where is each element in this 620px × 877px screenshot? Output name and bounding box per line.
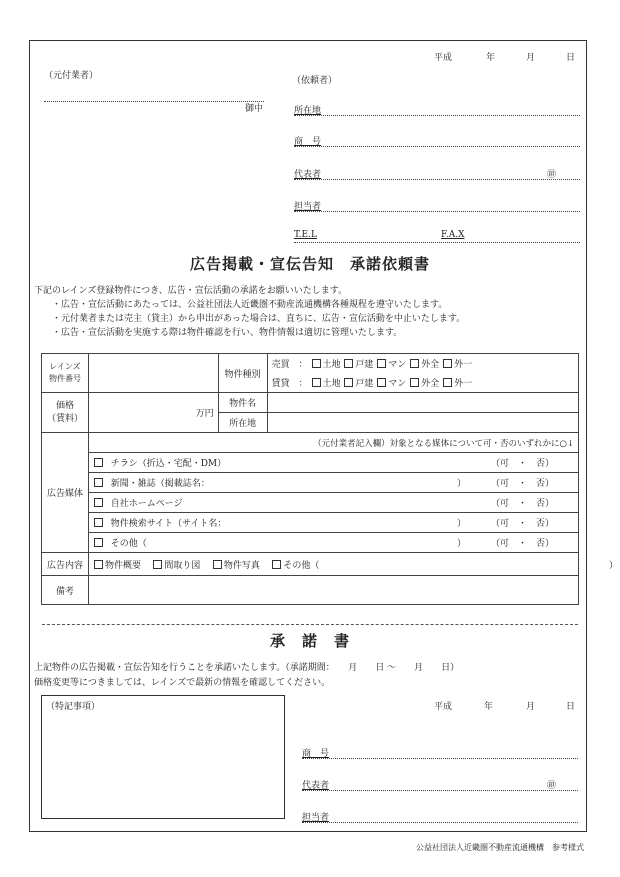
- remarks-label: 備考: [42, 576, 89, 605]
- checkbox-sale-single[interactable]: [443, 359, 452, 368]
- form-title: 広告掲載・宣伝告知 承諾依頼書: [189, 255, 430, 273]
- fax-label: F.A.X: [441, 230, 465, 240]
- media-item: チラシ（折込・宅配・DM） （可 ・ 否）: [88, 453, 578, 473]
- checkbox-content-photo[interactable]: [213, 560, 222, 569]
- approval-line-2: 価格変更等につきましては、レインズで最新の情報を確認してください。: [34, 678, 331, 688]
- checkbox-rent-land[interactable]: [312, 378, 321, 387]
- approval-date-year: 年: [484, 702, 494, 712]
- requester-address-field[interactable]: [294, 115, 580, 116]
- checkbox-media-homepage[interactable]: [94, 498, 103, 507]
- property-name-label: 物件名: [218, 393, 267, 413]
- checkbox-content-floorplan[interactable]: [153, 560, 162, 569]
- location-field[interactable]: [267, 413, 578, 433]
- approval-date-era: 平成: [434, 702, 453, 712]
- requester-trade-name-field[interactable]: [294, 146, 580, 147]
- intro-bullet-3: ・広告・宣伝活動を実施する際は物件確認を行い、物件情報は適切に管理いたします。: [52, 328, 403, 338]
- checkbox-media-other[interactable]: [94, 538, 103, 547]
- media-item: 新聞・雑誌（掲載誌名： ） （可 ・ 否）: [88, 473, 578, 493]
- requester-trade-name-label: 商 号: [294, 137, 322, 147]
- date-day: 日: [566, 53, 576, 63]
- price-label: 価格 （賃料）: [42, 393, 89, 433]
- tel-label: T.E.L: [294, 230, 317, 240]
- intro-bullet-1: ・広告・宣伝活動にあたっては、公益社団法人近畿圏不動産流通機構各種規程を遵守いたします。: [52, 300, 448, 310]
- footer-note: 公益社団法人近畿圏不動産流通機構 参考様式: [416, 843, 584, 852]
- checkbox-sale-whole[interactable]: [410, 359, 419, 368]
- approval-person-label: 担当者: [302, 813, 330, 823]
- requester-representative-field[interactable]: [294, 179, 580, 180]
- checkbox-rent-whole[interactable]: [410, 378, 419, 387]
- requester-representative-label: 代表者: [294, 170, 322, 180]
- media-yes-no[interactable]: （可 ・ 否）: [490, 499, 554, 509]
- media-yes-no[interactable]: （可 ・ 否）: [490, 459, 554, 469]
- checkbox-content-other[interactable]: [272, 560, 281, 569]
- media-yes-no[interactable]: （可 ・ 否）: [490, 479, 554, 489]
- approval-representative-label: 代表者: [302, 781, 330, 791]
- intro-line: 下記のレインズ登録物件につき、広告・宣伝活動の承諾をお願いいたします。: [34, 286, 348, 296]
- date-era: 平成: [434, 53, 453, 63]
- checkbox-sale-house[interactable]: [344, 359, 353, 368]
- reins-label: レインズ 物件番号: [42, 354, 89, 393]
- property-type-label: 物件種別: [218, 354, 267, 393]
- approval-trade-name-label: 商 号: [302, 749, 330, 759]
- property-table: [41, 353, 618, 605]
- media-item: 物件検索サイト（サイト名： ） （可 ・ 否）: [88, 513, 578, 533]
- seal-mark: ㊞: [547, 170, 557, 180]
- approval-seal-mark: ㊞: [547, 781, 557, 791]
- approval-trade-name-field[interactable]: [302, 758, 578, 759]
- approval-representative-field[interactable]: [302, 790, 578, 791]
- checkbox-media-portal[interactable]: [94, 518, 103, 527]
- checkbox-media-flyer[interactable]: [94, 458, 103, 467]
- requester-address-label: 所在地: [294, 106, 322, 116]
- rent-type-row: 賃貸 ： 土地 戸建 マン 外全 外一: [267, 373, 578, 393]
- requester-person-field[interactable]: [294, 211, 580, 212]
- origin-agent-label: （元付業者）: [44, 71, 99, 81]
- checkbox-rent-mansion[interactable]: [377, 378, 386, 387]
- media-yes-no[interactable]: （可 ・ 否）: [490, 539, 554, 549]
- approval-line-1: 上記物件の広告掲載・宣伝告知を行うことを承諾いたします。（承諾期間： 月 日 ～ 月 日）: [34, 663, 460, 673]
- origin-agent-field[interactable]: [44, 101, 264, 102]
- media-label: 広告媒体: [42, 433, 89, 553]
- checkbox-rent-single[interactable]: [443, 378, 452, 387]
- tel-fax-field[interactable]: [294, 242, 580, 243]
- date-year: 年: [486, 53, 496, 63]
- reins-number-field[interactable]: [88, 354, 218, 393]
- sale-type-row: 売買 ： 土地 戸建 マン 外全 外一: [267, 354, 578, 374]
- media-item: 自社ホームページ （可 ・ 否）: [88, 493, 578, 513]
- separator: [42, 624, 578, 625]
- honorific: 御中: [245, 104, 264, 114]
- remarks-field[interactable]: [88, 576, 578, 605]
- content-label: 広告内容: [42, 553, 89, 576]
- price-field[interactable]: 万円: [88, 393, 218, 433]
- requester-label: （依頼者）: [292, 76, 338, 86]
- media-note: （元付業者記入欄）対象となる媒体について可・否のいずれかに○↓: [88, 433, 578, 453]
- checkbox-media-newspaper[interactable]: [94, 478, 103, 487]
- special-notes-box[interactable]: [41, 695, 285, 819]
- checkbox-sale-land[interactable]: [312, 359, 321, 368]
- intro-bullet-2: ・元付業者または売主（貸主）から申出があった場合は、直ちに、広告・宣伝活動を中止いたします。: [52, 314, 466, 324]
- content-row: 物件概要 間取り図 物件写真 その他（ ）: [88, 553, 578, 576]
- approval-title: 承 諾 書: [269, 632, 350, 650]
- approval-date-day: 日: [566, 702, 576, 712]
- checkbox-content-overview[interactable]: [94, 560, 103, 569]
- media-item: その他（ ） （可 ・ 否）: [88, 533, 578, 553]
- approval-person-field[interactable]: [302, 822, 578, 823]
- requester-person-label: 担当者: [294, 202, 322, 212]
- location-label: 所在地: [218, 413, 267, 433]
- approval-date-month: 月: [526, 702, 536, 712]
- checkbox-sale-mansion[interactable]: [377, 359, 386, 368]
- date-month: 月: [526, 53, 536, 63]
- media-yes-no[interactable]: （可 ・ 否）: [490, 519, 554, 529]
- checkbox-rent-house[interactable]: [344, 378, 353, 387]
- special-notes-label: （特記事項）: [46, 702, 101, 712]
- property-name-field[interactable]: [267, 393, 578, 413]
